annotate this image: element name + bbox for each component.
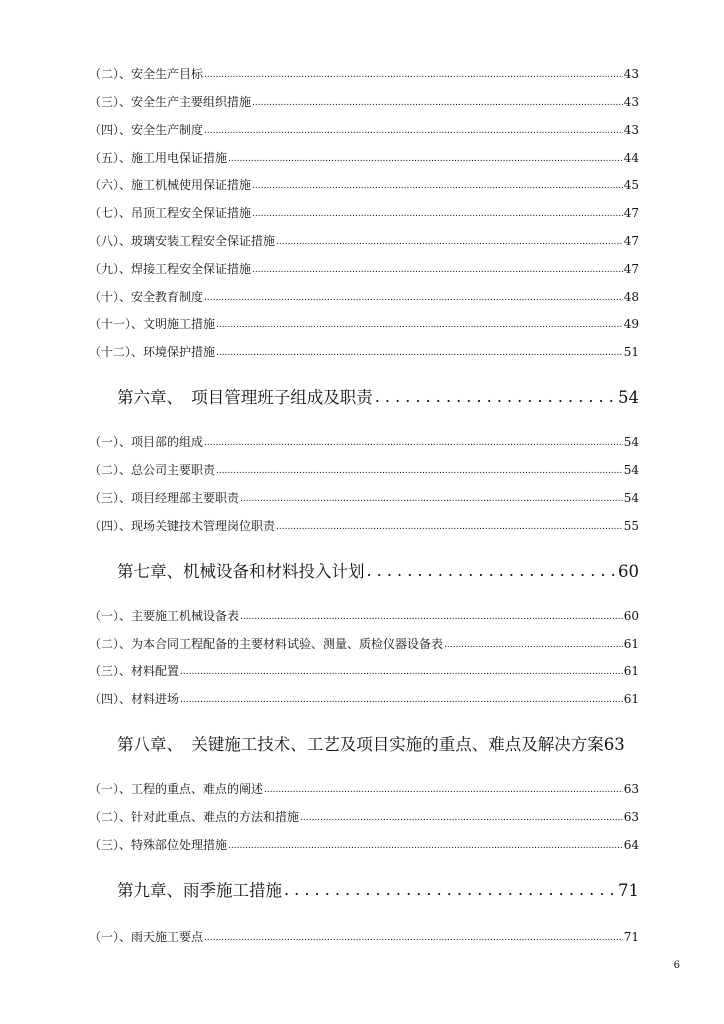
toc-leader-dots — [216, 314, 623, 334]
toc-entry-title: （四）、现场关键技术管理岗位职责 — [89, 519, 276, 533]
toc-section-entry[interactable] — [89, 433, 639, 451]
toc-entry-title: （三）、项目经理部主要职责 — [89, 491, 240, 505]
toc-entry-page: 71 — [618, 881, 639, 900]
toc-leader-dots — [252, 92, 623, 112]
toc-entry-page: 43 — [623, 67, 639, 81]
toc-entry-title: （一）、主要施工机械设备表 — [89, 609, 240, 623]
toc-entry-page: 54 — [623, 463, 639, 477]
toc-leader-dots — [276, 231, 623, 251]
toc-entry-page: 60 — [623, 609, 639, 623]
toc-section-entry[interactable] — [89, 517, 639, 535]
toc-entry-page: 61 — [623, 664, 639, 678]
toc-leader-dots — [284, 878, 616, 902]
toc-leader-dots — [276, 516, 623, 536]
toc-section-entry[interactable] — [89, 315, 639, 333]
toc-leader-dots — [180, 661, 623, 681]
toc-entry-title: （四）、安全生产制度 — [89, 123, 204, 137]
toc-section-entry[interactable] — [89, 343, 639, 361]
toc-section-entry[interactable] — [89, 149, 639, 167]
toc-leader-dots — [240, 488, 623, 508]
toc-entry-title: （三）、材料配置 — [89, 664, 180, 678]
toc-section-entry[interactable] — [89, 461, 639, 479]
toc-entry-title: 第六章、 项目管理班子组成及职责 — [117, 388, 373, 407]
toc-section-entry[interactable] — [89, 662, 639, 680]
toc-entry-page: 64 — [623, 838, 639, 852]
toc-entry-title: （七）、吊顶工程安全保证措施 — [89, 206, 252, 220]
toc-leader-dots — [216, 460, 623, 480]
toc-entry-page: 54 — [623, 435, 639, 449]
toc-section-entry[interactable] — [89, 836, 639, 854]
toc-entry-page: 51 — [623, 345, 639, 359]
toc-entry-title: （一）、项目部的组成 — [89, 435, 204, 449]
toc-section-entry[interactable] — [89, 288, 639, 306]
toc-entry-title: （三）、安全生产主要组织措施 — [89, 95, 252, 109]
toc-leader-dots — [228, 148, 623, 168]
toc-entry-page: 55 — [623, 519, 639, 533]
toc-entry-title: （十二）、环境保护措施 — [89, 345, 216, 359]
toc-entry-title: （一）、雨天施工要点 — [89, 930, 204, 944]
toc-entry-title: （十）、安全教育制度 — [89, 290, 204, 304]
toc-entry-title: 第九章、雨季施工措施 — [117, 881, 282, 900]
page-number: 6 — [673, 960, 680, 971]
toc-entry-title: （四）、材料进场 — [89, 692, 180, 706]
toc-section-entry[interactable] — [89, 260, 639, 278]
toc-entry-page: 43 — [623, 123, 639, 137]
toc-chapter-entry[interactable] — [117, 560, 639, 584]
toc-leader-dots — [252, 175, 623, 195]
toc-entry-title: （二）、安全生产目标 — [89, 67, 204, 81]
toc-entry-title: （二）、针对此重点、难点的方法和措施 — [89, 810, 300, 824]
toc-entry-page: 71 — [623, 930, 639, 944]
toc-leader-dots — [367, 559, 617, 583]
toc-chapter-entry[interactable] — [117, 879, 639, 903]
toc-section-entry[interactable] — [89, 690, 639, 708]
toc-leader-dots — [228, 835, 623, 855]
toc-leader-dots — [444, 634, 623, 654]
toc-entry-page: 60 — [618, 562, 639, 581]
toc-leader-dots — [204, 64, 623, 84]
toc-leader-dots — [204, 287, 623, 307]
toc-entry-title: （二）、为本合同工程配备的主要材料试验、测量、质检仪器设备表 — [89, 637, 444, 651]
toc-entry-page: 63 — [603, 735, 625, 754]
toc-entry-title: 第七章、机械设备和材料投入计划 — [117, 562, 365, 581]
toc-section-entry[interactable] — [89, 176, 639, 194]
toc-leader-dots — [204, 432, 623, 452]
toc-section-entry[interactable] — [89, 204, 639, 222]
toc-entry-title: （五）、施工用电保证措施 — [89, 151, 228, 165]
toc-entry-title: 第八章、 关键施工技术、工艺及项目实施的重点、难点及解决方案 — [117, 735, 604, 754]
toc-leader-dots — [216, 342, 623, 362]
toc-entry-title: （一）、工程的重点、难点的阐述 — [89, 782, 264, 796]
toc-leader-dots — [264, 779, 623, 799]
toc-entry-page: 47 — [623, 234, 639, 248]
toc-entry-title: （三）、特殊部位处理措施 — [89, 838, 228, 852]
toc-section-entry[interactable] — [89, 635, 639, 653]
toc-section-entry[interactable] — [89, 928, 639, 946]
toc-entry-title: （九）、焊接工程安全保证措施 — [89, 262, 252, 276]
toc-chapter-entry[interactable] — [117, 733, 639, 757]
toc-entry-title: （十一）、文明施工措施 — [89, 317, 216, 331]
toc-leader-dots — [252, 259, 623, 279]
toc-leader-dots — [300, 807, 623, 827]
toc-section-entry[interactable] — [89, 489, 639, 507]
toc-section-entry[interactable] — [89, 808, 639, 826]
toc-entry-page: 48 — [623, 290, 639, 304]
toc-section-entry[interactable] — [89, 65, 639, 83]
toc-section-entry[interactable] — [89, 121, 639, 139]
toc-entry-page: 63 — [623, 810, 639, 824]
toc-entry-page: 47 — [623, 206, 639, 220]
toc-section-entry[interactable] — [89, 93, 639, 111]
toc-entry-page: 61 — [623, 637, 639, 651]
toc-entry-title: （六）、施工机械使用保证措施 — [89, 178, 252, 192]
toc-entry-page: 45 — [623, 178, 639, 192]
toc-leader-dots — [204, 120, 623, 140]
toc-entry-page: 54 — [623, 491, 639, 505]
toc-leader-dots — [252, 203, 623, 223]
toc-section-entry[interactable] — [89, 607, 639, 625]
toc-entry-title: （二）、总公司主要职责 — [89, 463, 216, 477]
toc-leader-dots — [180, 689, 623, 709]
toc-leader-dots — [375, 385, 616, 409]
toc-section-entry[interactable] — [89, 780, 639, 798]
toc-chapter-entry[interactable] — [117, 386, 639, 410]
toc-section-entry[interactable] — [89, 232, 639, 250]
toc-entry-page: 54 — [618, 388, 639, 407]
toc-entry-page: 49 — [623, 317, 639, 331]
toc-entry-page: 44 — [623, 151, 639, 165]
toc-entry-page: 47 — [623, 262, 639, 276]
toc-leader-dots — [204, 927, 623, 947]
toc-leader-dots — [240, 606, 623, 626]
toc-entry-page: 63 — [623, 782, 639, 796]
toc-entry-page: 43 — [623, 95, 639, 109]
toc-entry-page: 61 — [623, 692, 639, 706]
toc-entry-title: （八）、玻璃安装工程安全保证措施 — [89, 234, 276, 248]
